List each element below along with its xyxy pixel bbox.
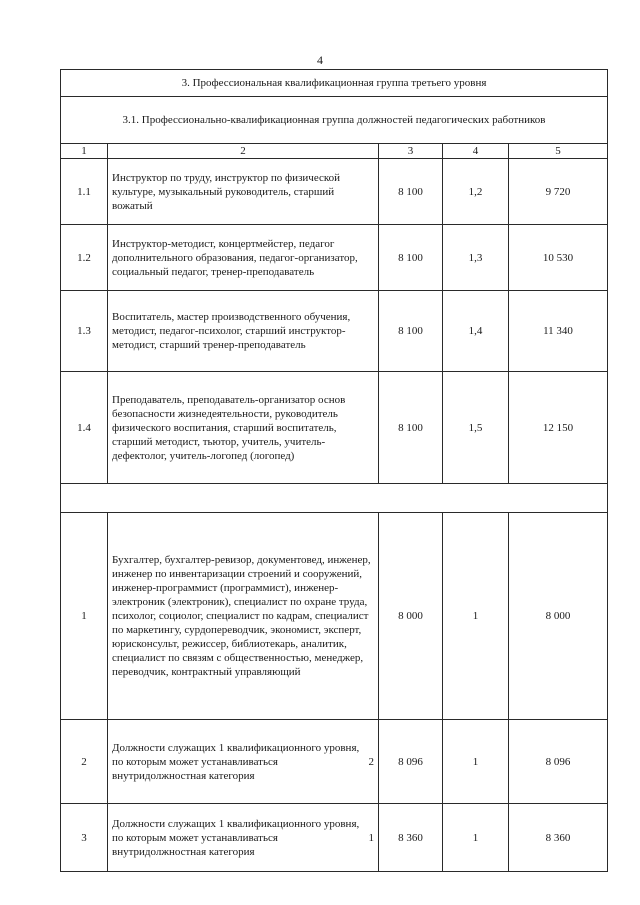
salary-table [60, 69, 608, 872]
table-row [61, 720, 608, 804]
position-description-cell [108, 720, 379, 804]
subgroup-title-row [61, 97, 608, 144]
row-number: 1.3 [61, 291, 108, 372]
row-number: 1.1 [61, 159, 108, 225]
total-salary: 8 000 [509, 513, 608, 720]
column-header-2: 2 [108, 144, 379, 159]
total-salary: 8 360 [509, 804, 608, 872]
row-number: 1.2 [61, 225, 108, 291]
total-salary: 8 096 [509, 720, 608, 804]
total-salary: 12 150 [509, 372, 608, 484]
category-number: 1 [368, 831, 374, 844]
position-description: Бухгалтер, бухгалтер-ревизор, документовед, инженер, инженер по инвентаризации строений и сооружений, инженер-программист (программист), инженер-электроник (электроник), специалист по охране труда, психолог, социолог, специалист по кадрам, специалист по маркетингу, сурдопереводчик, экономист, эксперт, юрисконсульт, режиссер, библиотекарь, аналитик, специалист по связям с общественностью, менеджер, переводчик, контрактный управляющий [108, 513, 379, 720]
table-row [61, 159, 608, 225]
position-description: Инструктор по труду, инструктор по физической культуре, музыкальный руководитель, старший вожатый [108, 159, 379, 225]
coefficient: 1,3 [443, 225, 509, 291]
total-salary: 10 530 [509, 225, 608, 291]
total-salary: 9 720 [509, 159, 608, 225]
row-number: 3 [61, 804, 108, 872]
base-salary: 8 096 [379, 720, 443, 804]
position-description: Должности служащих 1 квалификационного уровня, по которым может устанавливаться внутридолжностная категория [112, 817, 360, 858]
table-row [61, 291, 608, 372]
coefficient: 1 [443, 720, 509, 804]
page-number: 4 [317, 53, 323, 67]
base-salary: 8 360 [379, 804, 443, 872]
empty-separator-row [61, 484, 608, 513]
position-description-cell [108, 804, 379, 872]
column-header-3: 3 [379, 144, 443, 159]
coefficient: 1,4 [443, 291, 509, 372]
position-description: Инструктор-методист, концертмейстер, педагог дополнительного образования, педагог-организатор, социальный педагог, тренер-преподаватель [108, 225, 379, 291]
base-salary: 8 100 [379, 159, 443, 225]
position-description: Должности служащих 1 квалификационного уровня, по которым может устанавливаться внутридолжностная категория [112, 741, 360, 782]
base-salary: 8 100 [379, 372, 443, 484]
table-row [61, 372, 608, 484]
subgroup-title: 3.1. Профессионально-квалификационная группа должностей педагогических работников [61, 97, 608, 144]
table-row [61, 225, 608, 291]
column-header-5: 5 [509, 144, 608, 159]
position-description: Преподаватель, преподаватель-организатор основ безопасности жизнедеятельности, руководитель физического воспитания, старший воспитатель, старший методист, тьютор, учитель, учитель-дефектолог, учитель-логопед (логопед) [108, 372, 379, 484]
table-row [61, 513, 608, 720]
row-number: 1.4 [61, 372, 108, 484]
group-title: 3. Профессиональная квалификационная группа третьего уровня [61, 70, 608, 97]
position-description: Воспитатель, мастер производственного обучения, методист, педагог-психолог, старший инструктор-методист, старший тренер-преподаватель [108, 291, 379, 372]
coefficient: 1 [443, 513, 509, 720]
base-salary: 8 100 [379, 225, 443, 291]
base-salary: 8 100 [379, 291, 443, 372]
coefficient: 1 [443, 804, 509, 872]
total-salary: 11 340 [509, 291, 608, 372]
row-number: 1 [61, 513, 108, 720]
column-number-row [61, 144, 608, 159]
category-number: 2 [368, 755, 374, 768]
coefficient: 1,2 [443, 159, 509, 225]
base-salary: 8 000 [379, 513, 443, 720]
row-number: 2 [61, 720, 108, 804]
empty-cell [61, 484, 608, 513]
column-header-4: 4 [443, 144, 509, 159]
table-row [61, 804, 608, 872]
group-title-row [61, 70, 608, 97]
column-header-1: 1 [61, 144, 108, 159]
coefficient: 1,5 [443, 372, 509, 484]
